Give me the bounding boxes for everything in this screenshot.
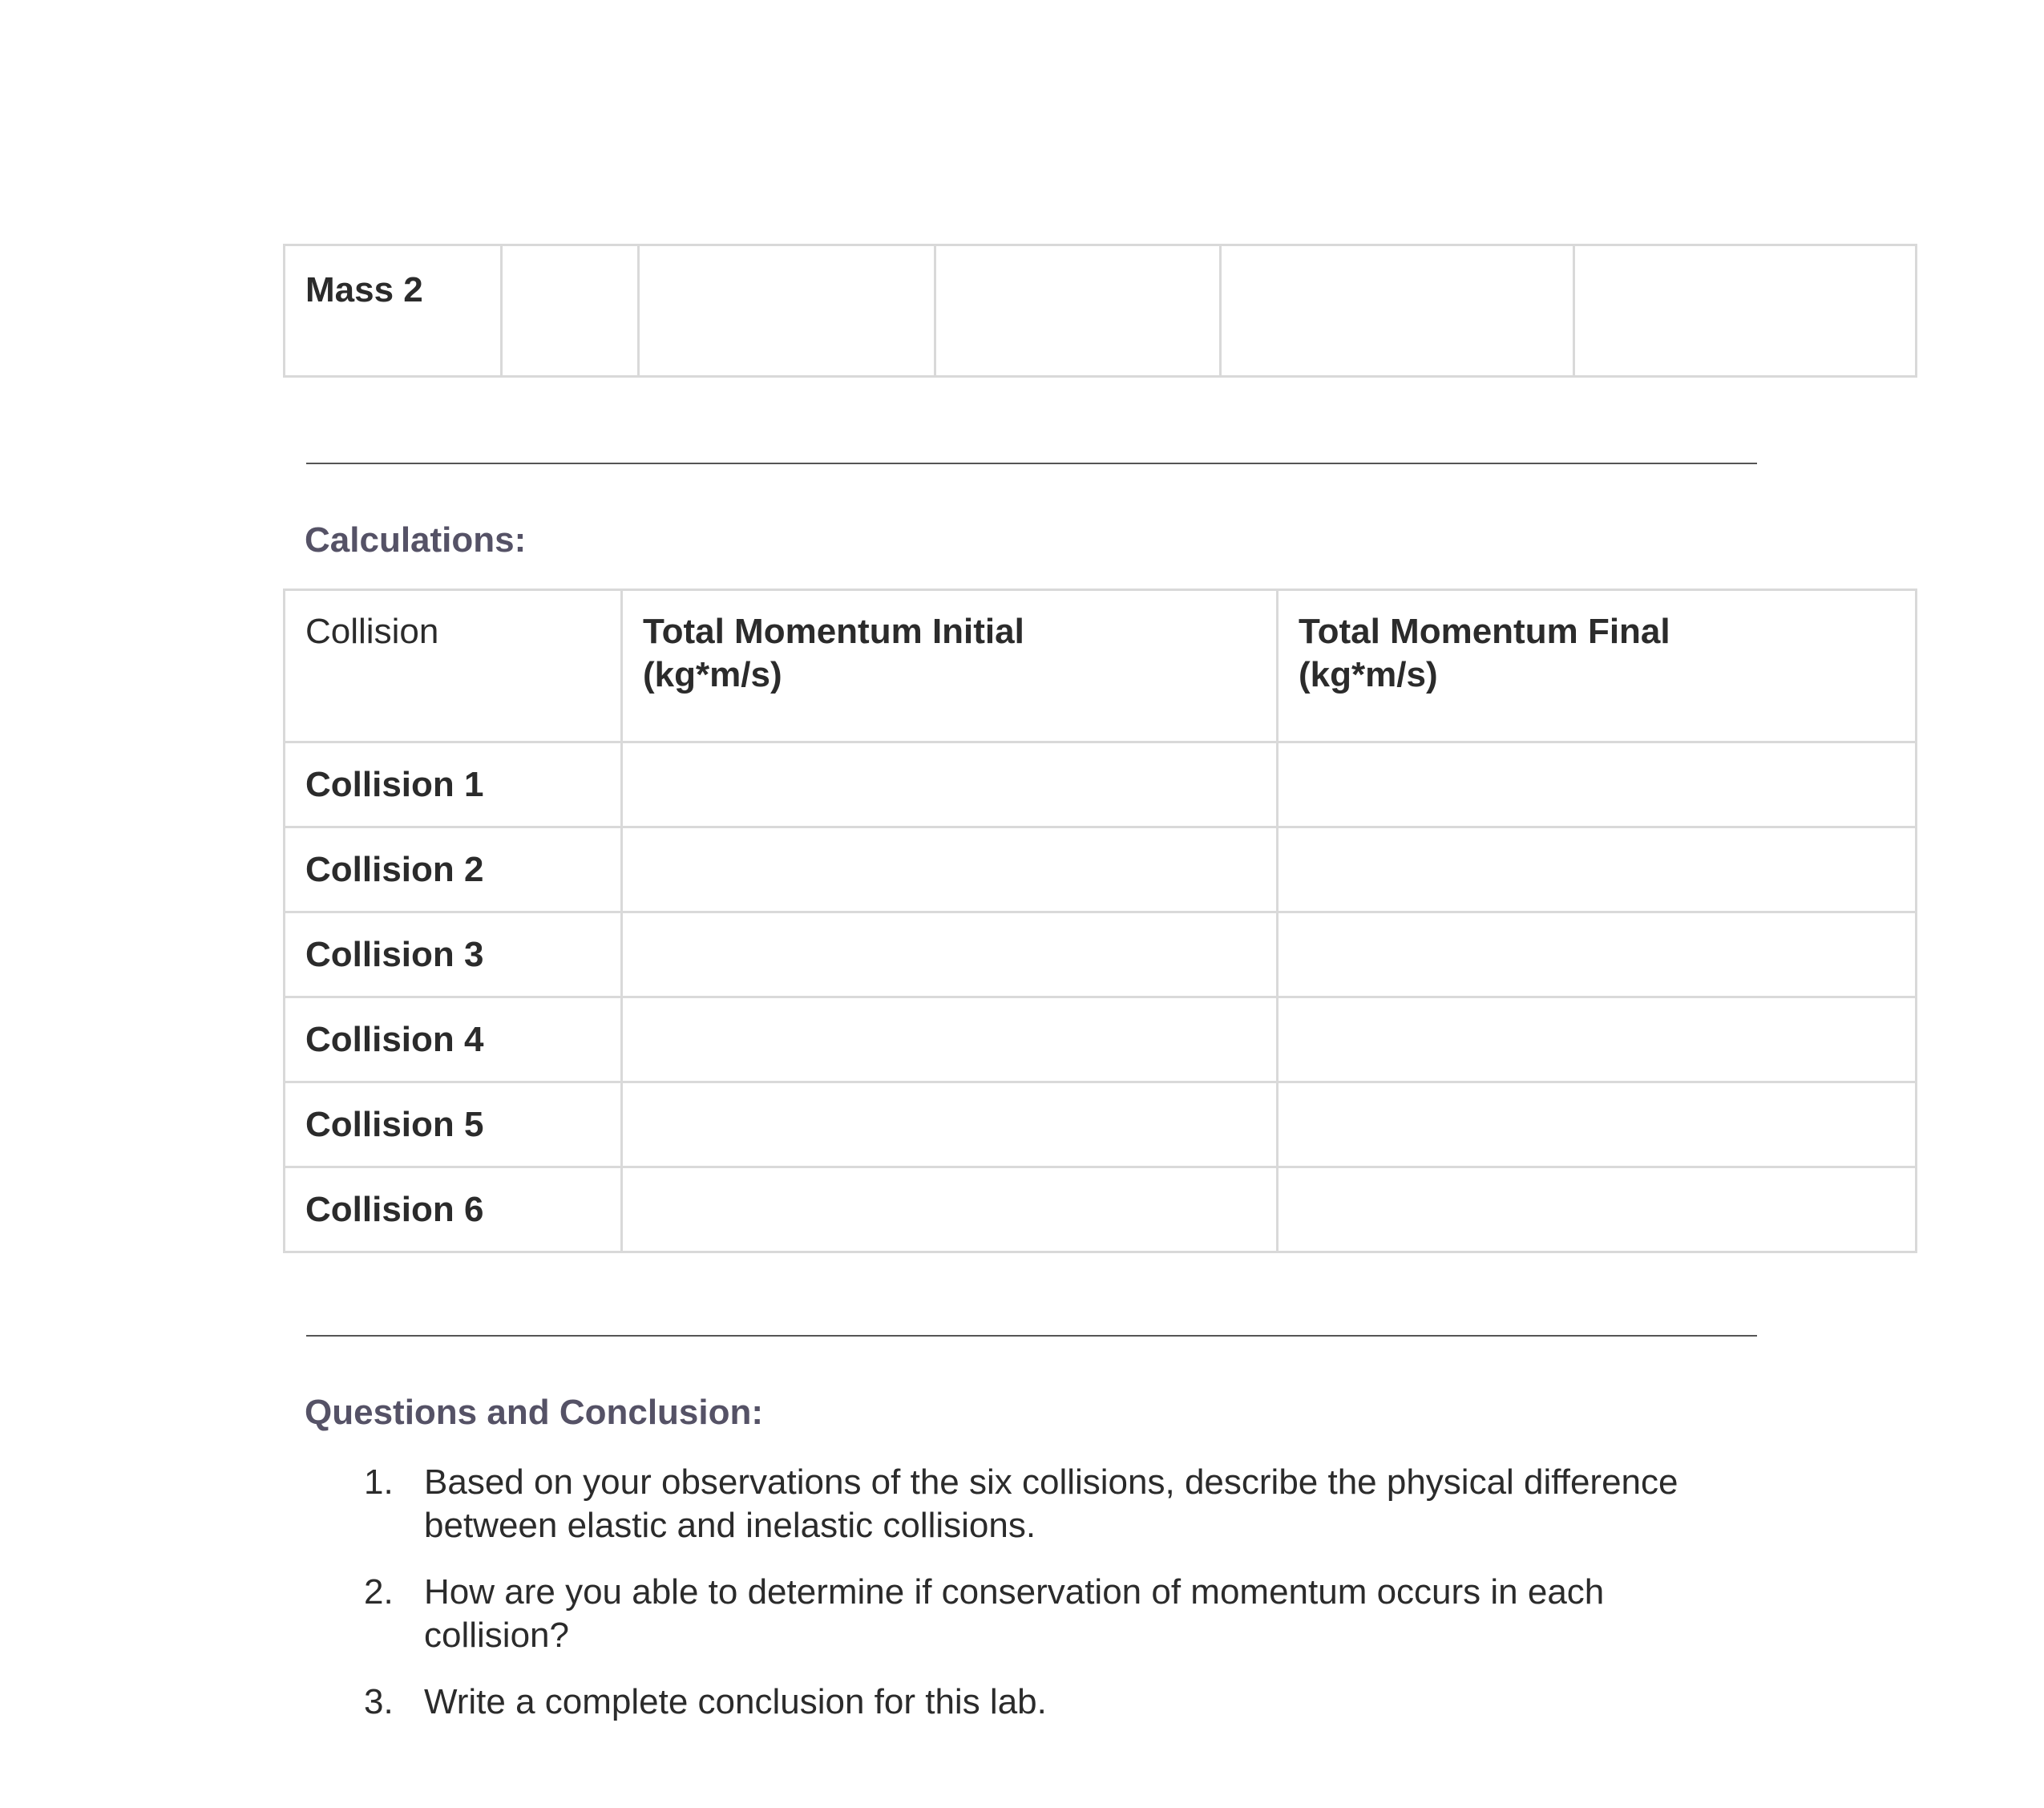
collision-label: Collision 6 <box>285 1167 622 1252</box>
table-row <box>285 997 1917 1082</box>
mass-2-cell[interactable] <box>502 245 639 377</box>
table-row <box>285 1167 1917 1252</box>
header-collision: Collision <box>285 590 622 742</box>
header-total-momentum-initial <box>622 590 1278 742</box>
mass-2-row <box>285 245 1917 377</box>
question-text-line: How are you able to determine if conservation of momentum occurs in each <box>424 1572 1605 1612</box>
header-final-line1: Total Momentum Final <box>1299 612 1670 651</box>
initial-momentum-cell[interactable] <box>622 1167 1278 1252</box>
final-momentum-cell[interactable] <box>1278 1167 1917 1252</box>
collision-label: Collision 1 <box>285 742 622 827</box>
mass-2-cell[interactable] <box>935 245 1221 377</box>
header-initial-line1: Total Momentum Initial <box>643 612 1024 651</box>
question-number: 1. <box>364 1462 394 1502</box>
section-divider <box>306 1335 1757 1337</box>
final-momentum-cell[interactable] <box>1278 1082 1917 1167</box>
calculations-header-row <box>285 590 1917 742</box>
collision-label: Collision 5 <box>285 1082 622 1167</box>
final-momentum-cell[interactable] <box>1278 827 1917 912</box>
final-momentum-cell[interactable] <box>1278 742 1917 827</box>
calculations-table <box>283 589 1917 1253</box>
question-text-line: Write a complete conclusion for this lab. <box>424 1682 1047 1721</box>
header-final-line2: (kg*m/s) <box>1299 655 1438 694</box>
final-momentum-cell[interactable] <box>1278 912 1917 997</box>
initial-momentum-cell[interactable] <box>622 912 1278 997</box>
question-text-line: collision? <box>424 1616 569 1655</box>
table-row <box>285 1082 1917 1167</box>
collision-label: Collision 4 <box>285 997 622 1082</box>
list-item <box>353 1461 1796 1547</box>
collision-label: Collision 3 <box>285 912 622 997</box>
initial-momentum-cell[interactable] <box>622 742 1278 827</box>
list-item <box>353 1571 1796 1657</box>
question-text-line: Based on your observations of the six collisions, describe the physical difference <box>424 1462 1678 1502</box>
mass-2-label: Mass 2 <box>285 245 502 377</box>
questions-heading: Questions and Conclusion: <box>305 1393 764 1432</box>
mass-table <box>283 244 1917 378</box>
list-item <box>353 1681 1796 1724</box>
mass-2-cell[interactable] <box>639 245 935 377</box>
final-momentum-cell[interactable] <box>1278 997 1917 1082</box>
calculations-heading: Calculations: <box>305 520 527 560</box>
table-row <box>285 912 1917 997</box>
question-text-line: between elastic and inelastic collisions. <box>424 1506 1036 1545</box>
mass-2-cell[interactable] <box>1574 245 1917 377</box>
table-row <box>285 827 1917 912</box>
table-row <box>285 742 1917 827</box>
mass-2-cell[interactable] <box>1221 245 1574 377</box>
initial-momentum-cell[interactable] <box>622 827 1278 912</box>
initial-momentum-cell[interactable] <box>622 1082 1278 1167</box>
question-number: 2. <box>364 1572 394 1612</box>
section-divider <box>306 463 1757 464</box>
question-number: 3. <box>364 1682 394 1721</box>
questions-list <box>353 1461 1796 1747</box>
initial-momentum-cell[interactable] <box>622 997 1278 1082</box>
header-initial-line2: (kg*m/s) <box>643 655 782 694</box>
header-total-momentum-final <box>1278 590 1917 742</box>
collision-label: Collision 2 <box>285 827 622 912</box>
